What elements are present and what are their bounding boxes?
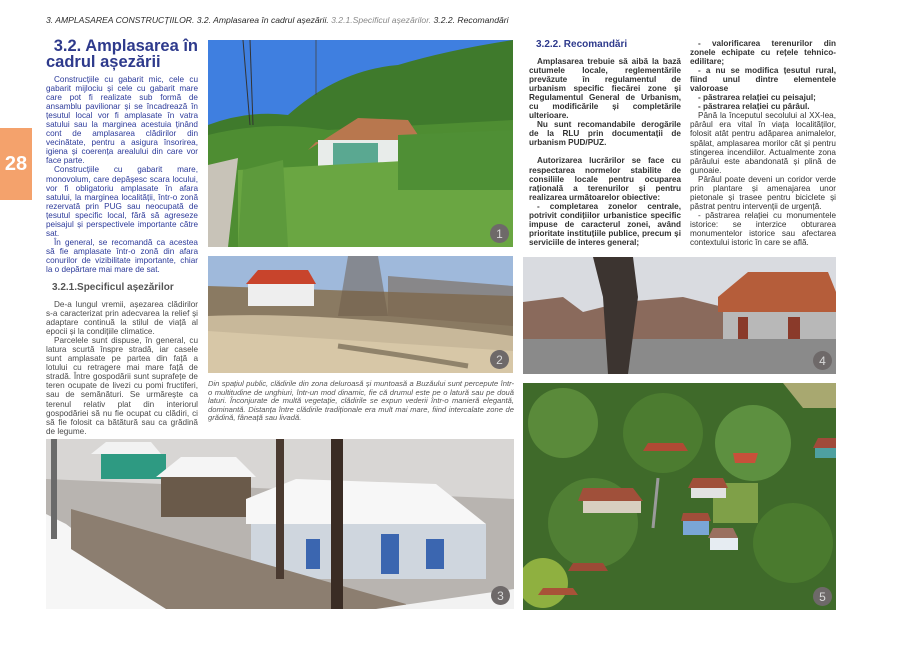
breadcrumb: [46, 15, 509, 25]
recommendation-paragraph: - păstrarea relației cu pârâul.: [698, 102, 810, 112]
recommendation-paragraph: Autorizarea lucrărilor se face cu respectarea normelor stabilite de consiliile locale pentru ocuparea rațională a terenurilor și pentru realizarea următoarelor obiective:: [529, 156, 681, 202]
section-title-line1: 3.2. Amplasarea în: [53, 37, 198, 55]
photo-3-image: [46, 439, 514, 609]
photo-2: [208, 256, 513, 373]
subsection-paragraph: Parcelele sunt dispuse, în general, cu latura scurtă înspre stradă, iar casele sunt amplasate pe partea din față a lotului cu retragere mai mare față de stradă. Între gospodării sunt suprafețe de teren ocupate de livezi cu pomi fructiferi, sau de semănături. Se urmărește ca terenul relativ plat din interiorul gospodăriei să nu fie ocupat cu clădiri, ci să fie folosit ca bătătură sau ca grădină de legume.: [46, 336, 198, 436]
photo-5-image: [523, 383, 836, 610]
photo-number-badge: 5: [813, 587, 832, 606]
recommendation-paragraph: - păstrarea relației cu peisajul;: [698, 93, 816, 103]
section-body: [46, 75, 198, 274]
recommendation-paragraph: Pârâul poate deveni un coridor verde prin plantare și amenajarea unor pietonale și trasee pentru biciclete și păstrat pentru intervenții de urgență.: [690, 174, 836, 211]
photo-caption: Din spațiul public, clădirile din zona deluroasă și muntoasă a Buzăului sunt percepute într-o multitudine de unghiuri, într-un mod dinamic, fie că drumul este pe o latură sau pe două laturi. Înconjurate de multă vegetație, clădirile se expun vederii într-o manieră elegantă, dominantă. Distanța între clădirile tradiționale era mult mai mare, fiind intercalate zone de grădină, fâneață sau livadă.: [208, 379, 514, 423]
recommendation-paragraph: - valorificarea terenurilor din zonele echipate cu rețele tehnico-edilitare;: [690, 39, 836, 67]
recommendation-paragraph: Până la începutul secolului al XX-lea, pârâul era vital în viața localităților, folosit atât pentru adăparea animalelor, spălat, amplasarea morilor cât și pentru stingerea incendiilor. Actualmente zona pârâului este abandonată și plină de gunoaie.: [690, 111, 836, 175]
photo-1-image: [208, 40, 513, 247]
subsection-paragraph: De-a lungul vremii, așezarea clădirilor s-a caracterizat prin adecvarea la relief și adaptare continuă la stilul de viață al epocii și la condițiile climatice.: [46, 300, 198, 337]
breadcrumb-chapter: 3. AMPLASAREA CONSTRUCȚIILOR.: [46, 15, 195, 25]
page-number: 28: [0, 128, 32, 200]
photo-number-badge: 2: [490, 350, 509, 369]
section-title: [46, 38, 198, 70]
section-paragraph: În general, se recomandă ca acestea să fie amplasate într-o zonă din afara conurilor de vizibilitate importante, chiar la o depărtare mai mare de sat.: [46, 237, 198, 274]
recommendation-paragraph: - păstrarea relației cu monumentele istorice: se interzice obturarea monumentelor istorice sau afectarea contextului istoric în care se află.: [690, 210, 836, 248]
photo-number-badge: 4: [813, 351, 832, 370]
photo-4: [523, 257, 836, 374]
photo-5: [523, 383, 836, 610]
recommendation-paragraph: - a nu se modifica țesutul rural, fiind unul dintre elementele valoroase: [690, 66, 836, 94]
subsection-title: 3.2.1.Specificul așezărilor: [52, 282, 174, 293]
recommendations-col1: [529, 57, 681, 247]
breadcrumb-subsection: 3.2.1.Specificul așezărilor.: [331, 15, 432, 25]
photo-number-badge: 1: [490, 224, 509, 243]
recommendation-paragraph: Nu sunt recomandabile derogările de la RLU prin documentații de urbanism PUD/PUZ.: [529, 120, 681, 148]
section-paragraph: Construcțiile cu gabarit mare, monovolum, care depășesc scara locului, vor fi obligatoriu amplasate în afara satului, la marginea localității, într-o zonă rezervată prin PUG sau neocupată de țesutul specific local, fără să agreseze peisajul și perspectivele importante către sat.: [46, 165, 198, 238]
photo-4-image: [523, 257, 836, 374]
section-paragraph: Construcțiile cu gabarit mic, cele cu gabarit mijlociu și cele cu gabarit mare care pot fi realizate sub formă de ansamblu pavilionar și se încadrează în țesutul local vor fi amplasate în vatra satului sau la marginea acestuia ținând cont de amplasarea clădirilor din vecinătate, pentru a asigura însorirea, igiena și coerența arealului din care vor face parte.: [46, 75, 198, 166]
recommendations-col2: [690, 39, 836, 247]
breadcrumb-current: 3.2.2. Recomandări: [433, 15, 509, 25]
breadcrumb-section: 3.2. Amplasarea în cadrul așezării.: [196, 15, 329, 25]
photo-3: [46, 439, 514, 609]
recommendation-paragraph: Amplasarea trebuie să aibă la bază cutumele locale, reglementările prevăzute în regulamentul de urbanism specific fiecărei zone și Regulamentul General de Urbanism, cu modificările și completările ulterioare.: [529, 57, 681, 121]
subsection-body: [46, 300, 198, 436]
section-title-line2: cadrul așezării: [46, 53, 161, 71]
photo-number-badge: 3: [491, 586, 510, 605]
recommendations-title: 3.2.2. Recomandări: [536, 39, 628, 50]
photo-2-image: [208, 256, 513, 373]
photo-1: [208, 40, 513, 247]
recommendation-paragraph: - completarea zonelor centrale, potrivit condițiilor urbanistice specific impuse de caracterul zonei, având prioritate instituțiile publice, precum și serviciile de interes general;: [529, 201, 681, 247]
